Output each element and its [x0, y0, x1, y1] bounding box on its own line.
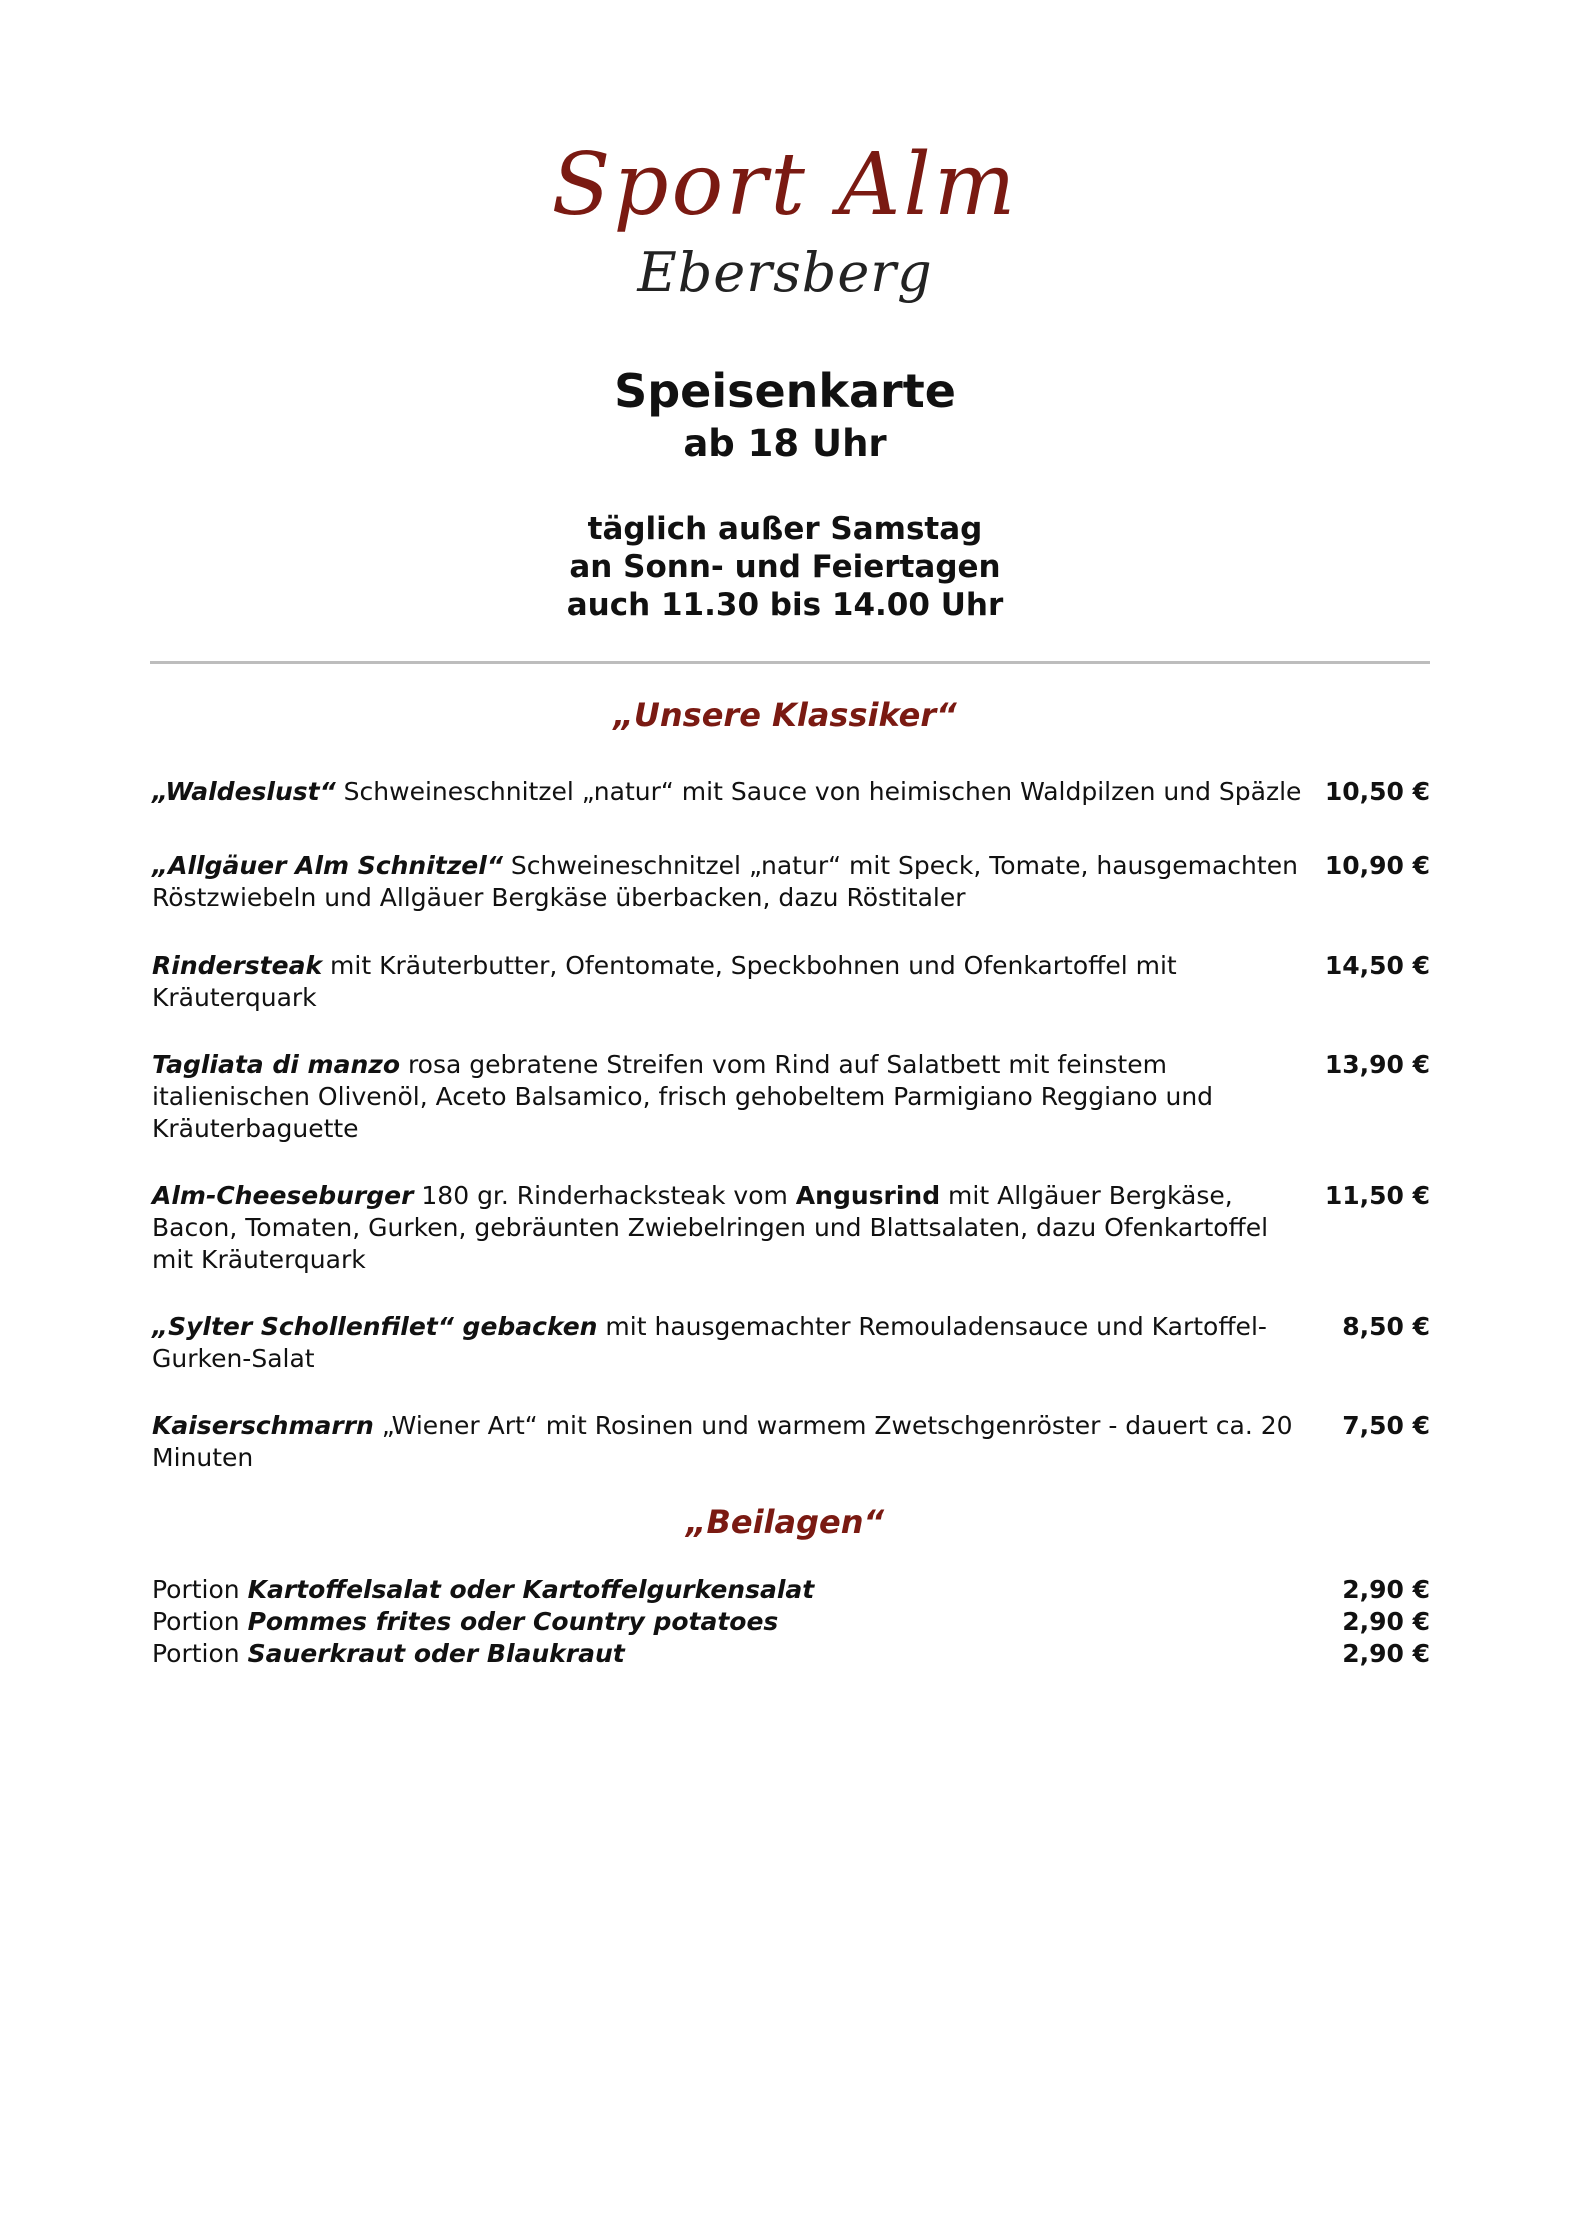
menu-item-price: 14,50 €: [1324, 951, 1430, 980]
menu-item-description: mit Kräuterbutter, Ofentomate, Speckbohnen und Ofenkartoffel mit Kräuterquark: [152, 951, 1177, 1012]
side-item-prefix: Portion: [152, 1639, 248, 1668]
menu-item: [152, 1049, 1430, 1145]
header-divider: [150, 661, 1430, 664]
menu-item: [152, 776, 1430, 808]
menu-item-description: 180 gr. Rinderhacksteak vom: [413, 1181, 796, 1210]
menu-item-price: 10,90 €: [1324, 851, 1430, 880]
section-heading-beilagen: „Beilagen“: [685, 1503, 885, 1541]
menu-item-description: mit Allgäuer Bergkäse, Bacon, Tomaten, Gurken, gebräunten Zwiebelringen und Blattsalaten, dazu Ofenkartoffel mit Kräuterquark: [152, 1181, 1269, 1274]
opening-hours-line: täglich außer Samstag: [587, 511, 983, 547]
menu-item-text: [152, 1049, 1302, 1145]
page-title: Speisenkarte: [614, 364, 956, 418]
opening-hours-line: auch 11.30 bis 14.00 Uhr: [566, 587, 1004, 623]
menu-item-name: Tagliata di manzo: [152, 1050, 400, 1079]
menu-item-name: Kaiserschmarrn: [152, 1411, 374, 1440]
side-item: [152, 1606, 1430, 1638]
side-item-price: 2,90 €: [1342, 1607, 1430, 1636]
side-item: [152, 1638, 1430, 1670]
menu-item-name: „Sylter Schollenfilet“ gebacken: [152, 1312, 598, 1341]
menu-item-description: Schweineschnitzel „natur“ mit Speck, Tomate, hausgemachten Röstzwiebeln und Allgäuer Bergkäse überbacken, dazu Röstitaler: [152, 851, 1298, 912]
menu-item: [152, 1311, 1430, 1375]
menu-item-text: [152, 776, 1302, 808]
menu-item-price: 8,50 €: [1342, 1312, 1430, 1341]
menu-item-description: „Wiener Art“ mit Rosinen und warmem Zwetschgenröster - dauert ca. 20 Minuten: [152, 1411, 1293, 1472]
menu-item-text: [152, 1311, 1302, 1375]
brand-place: Ebersberg: [637, 241, 933, 304]
menu-item-price: 13,90 €: [1324, 1050, 1430, 1079]
menu-item-description: rosa gebratene Streifen vom Rind auf Salatbett mit feinstem italienischen Olivenöl, Aceto Balsamico, frisch gehobeltem Parmigiano Reggiano und Kräuterbaguette: [152, 1050, 1214, 1143]
menu-item-text: [152, 850, 1302, 914]
menu-item: [152, 1180, 1430, 1276]
menu-item: [152, 950, 1430, 1014]
menu-item-name: „Allgäuer Alm Schnitzel“: [152, 851, 503, 880]
side-item-name: Pommes frites oder Country potatoes: [247, 1607, 779, 1636]
menu-item-text: [152, 1410, 1302, 1474]
opening-hours-line: an Sonn- und Feiertagen: [569, 549, 1001, 585]
side-item-name: Kartoffelsalat oder Kartoffelgurkensalat: [247, 1575, 815, 1604]
menu-item-name: Alm-Cheeseburger: [152, 1181, 414, 1210]
section-heading-klassiker: „Unsere Klassiker“: [613, 696, 957, 734]
menu-item-name: Rindersteak: [152, 951, 323, 980]
opening-hours: [0, 510, 1570, 624]
menu-item-description: Schweineschnitzel „natur“ mit Sauce von heimischen Waldpilzen und Späzle: [335, 777, 1302, 806]
menu-item-description: mit hausgemachter Remouladensauce und Kartoffel-Gurken-Salat: [152, 1312, 1267, 1373]
side-item: [152, 1574, 1430, 1606]
menu-item-name: „Waldeslust“: [152, 777, 336, 806]
menu-item-text: [152, 950, 1302, 1014]
menu-item: [152, 850, 1430, 914]
menu-item-price: 10,50 €: [1324, 777, 1430, 806]
page-subtitle: ab 18 Uhr: [683, 422, 887, 465]
menu-item-price: 7,50 €: [1342, 1411, 1430, 1440]
side-item-prefix: Portion: [152, 1607, 248, 1636]
side-item-price: 2,90 €: [1342, 1575, 1430, 1604]
side-item-price: 2,90 €: [1342, 1639, 1430, 1668]
menu-item-price: 11,50 €: [1324, 1181, 1430, 1210]
menu-item-text: [152, 1180, 1302, 1276]
menu-item-highlight: Angusrind: [795, 1181, 941, 1210]
side-item-name: Sauerkraut oder Blaukraut: [247, 1639, 625, 1668]
menu-item: [152, 1410, 1430, 1474]
side-item-prefix: Portion: [152, 1575, 248, 1604]
brand-name: Sport Alm: [551, 135, 1019, 235]
